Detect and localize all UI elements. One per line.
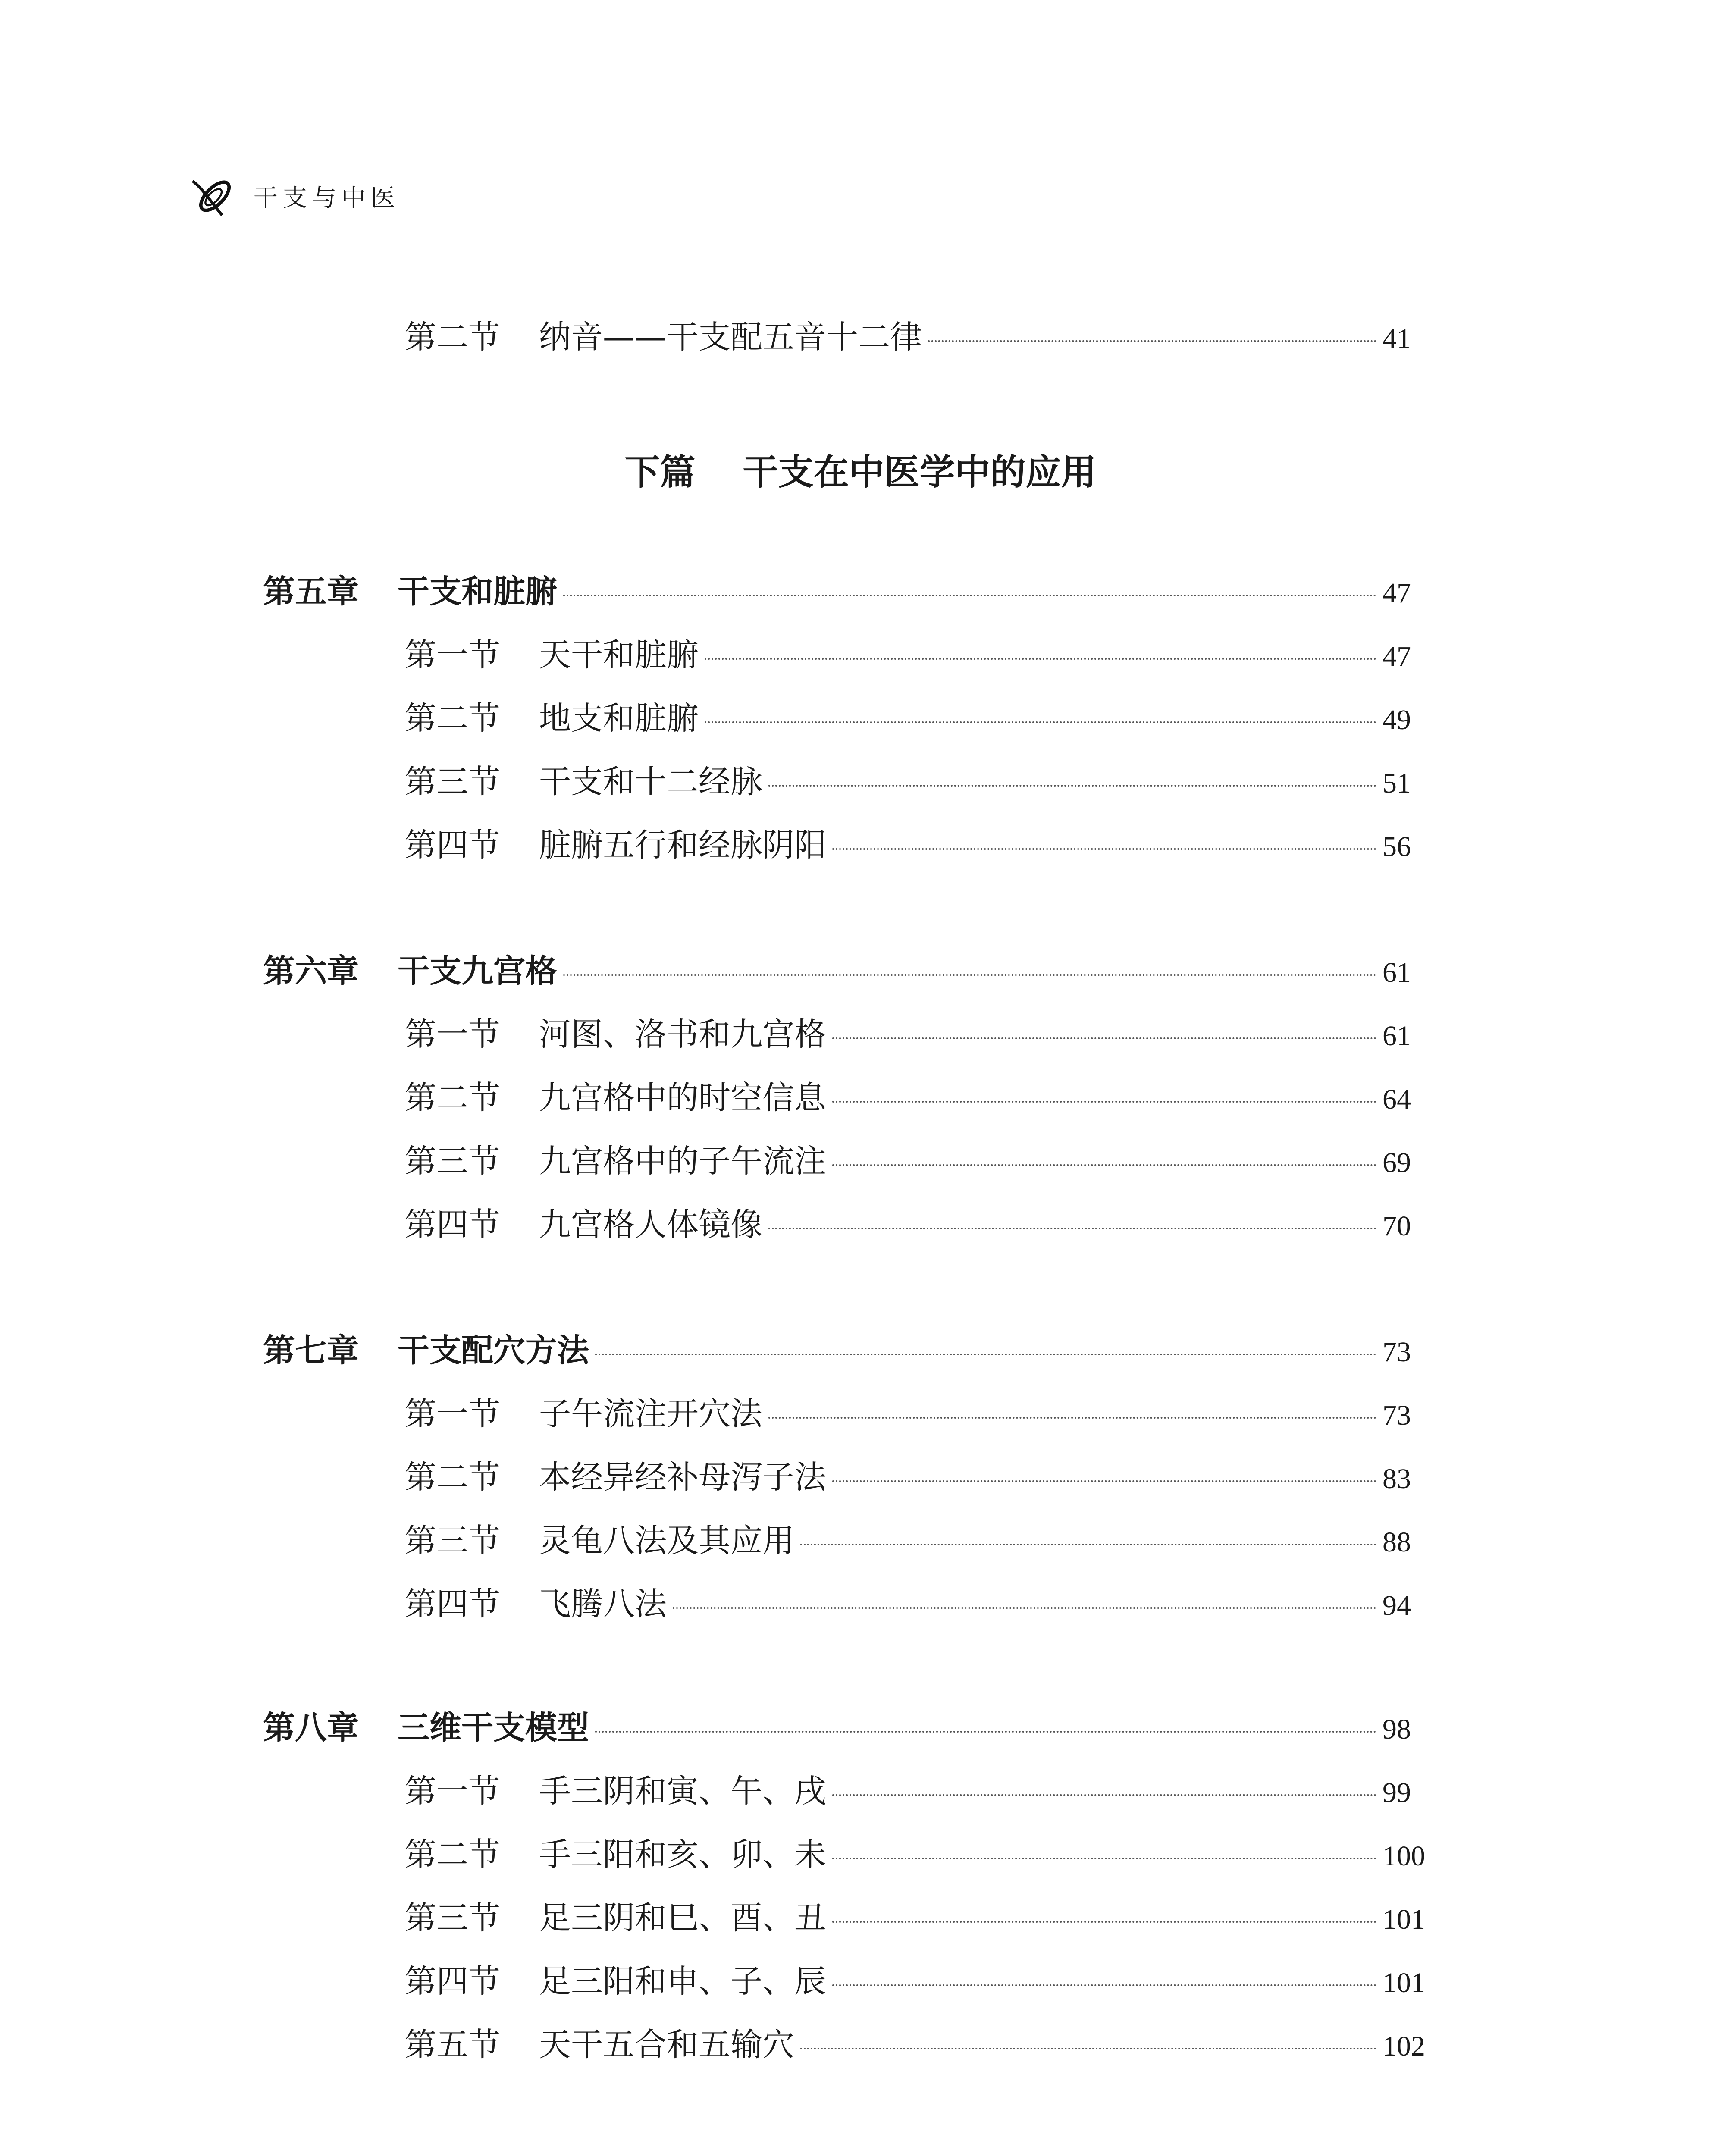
entry-page: 101 <box>1382 1904 1425 1935</box>
entry-page: 47 <box>1382 641 1411 672</box>
entry-title: 干支和脏腑 <box>398 573 557 610</box>
toc-chapter[interactable] <box>263 953 1426 990</box>
dot-leader <box>832 1984 1376 1986</box>
entry-number: 第二节 <box>404 1459 500 1496</box>
entry-number: 第七章 <box>263 1332 359 1369</box>
toc-section[interactable] <box>404 1079 1426 1116</box>
entry-title: 手三阴和寅、午、戌 <box>539 1773 826 1810</box>
toc-section[interactable] <box>404 700 1426 737</box>
entry-title: 足三阳和申、子、辰 <box>539 1963 826 2000</box>
toc-section[interactable] <box>404 1836 1426 1873</box>
book-title: 干支与中医 <box>254 184 400 212</box>
entry-title: 本经异经补母泻子法 <box>539 1459 826 1496</box>
dot-leader <box>832 1480 1376 1482</box>
dot-leader <box>832 848 1376 850</box>
dot-leader <box>768 1417 1376 1419</box>
entry-page: 73 <box>1382 1400 1411 1431</box>
entry-number: 第六章 <box>263 953 359 990</box>
entry-title: 干支九宫格 <box>398 953 557 990</box>
toc-section[interactable] <box>404 1522 1426 1559</box>
dot-leader <box>595 1354 1376 1355</box>
entry-title: 飞腾八法 <box>539 1586 667 1623</box>
entry-title: 纳音——干支配五音十二律 <box>539 319 922 356</box>
dot-leader <box>563 974 1376 976</box>
part-number: 下篇 <box>624 451 696 493</box>
entry-page: 47 <box>1382 577 1411 609</box>
dot-leader <box>673 1607 1376 1609</box>
toc-section[interactable] <box>404 2026 1426 2063</box>
toc-section[interactable] <box>404 1395 1426 1432</box>
toc-chapter[interactable] <box>263 1332 1426 1369</box>
entry-title: 天干和脏腑 <box>539 636 699 674</box>
entry-title: 九宫格人体镜像 <box>539 1206 762 1243</box>
entry-page: 70 <box>1382 1210 1411 1242</box>
dot-leader <box>705 721 1376 723</box>
toc-chapter[interactable] <box>263 573 1426 610</box>
dot-leader <box>928 340 1376 342</box>
entry-page: 73 <box>1382 1336 1411 1368</box>
entry-title: 干支配穴方法 <box>398 1332 589 1369</box>
entry-title: 九宫格中的时空信息 <box>539 1079 826 1116</box>
entry-page: 94 <box>1382 1590 1411 1621</box>
entry-page: 61 <box>1382 1020 1411 1052</box>
dot-leader <box>563 595 1376 596</box>
entry-number: 第三节 <box>404 1143 500 1180</box>
part-heading <box>0 444 1721 495</box>
entry-number: 第八章 <box>263 1709 359 1746</box>
toc-section[interactable] <box>404 827 1426 864</box>
entry-number: 第二节 <box>404 1079 500 1116</box>
entry-title: 天干五合和五输穴 <box>539 2026 794 2063</box>
toc-chapter[interactable] <box>263 1709 1426 1746</box>
entry-number: 第三节 <box>404 763 500 800</box>
entry-page: 64 <box>1382 1084 1411 1115</box>
entry-page: 56 <box>1382 831 1411 862</box>
entry-page: 83 <box>1382 1463 1411 1495</box>
entry-number: 第二节 <box>404 1836 500 1873</box>
entry-title: 手三阳和亥、卯、未 <box>539 1836 826 1873</box>
dot-leader <box>768 1228 1376 1229</box>
entry-number: 第二节 <box>404 700 500 737</box>
dot-leader <box>800 2048 1376 2049</box>
entry-title: 三维干支模型 <box>398 1709 589 1746</box>
dot-leader <box>832 1037 1376 1039</box>
toc-section[interactable] <box>404 1016 1426 1053</box>
entry-title: 河图、洛书和九宫格 <box>539 1016 826 1053</box>
toc-section[interactable] <box>404 1143 1426 1180</box>
toc-section[interactable] <box>404 1963 1426 2000</box>
entry-number: 第四节 <box>404 827 500 864</box>
entry-page: 88 <box>1382 1526 1411 1558</box>
running-header <box>189 172 400 220</box>
entry-page: 99 <box>1382 1777 1411 1808</box>
dot-leader <box>595 1731 1376 1733</box>
entry-number: 第五节 <box>404 2026 500 2063</box>
entry-number: 第三节 <box>404 1522 500 1559</box>
toc-section[interactable] <box>404 1206 1426 1243</box>
entry-page: 49 <box>1382 704 1411 736</box>
entry-title: 足三阴和巳、酉、丑 <box>539 1899 826 1937</box>
entry-title: 地支和脏腑 <box>539 700 699 737</box>
entry-number: 第二节 <box>404 319 500 356</box>
dot-leader <box>705 658 1376 660</box>
entry-number: 第四节 <box>404 1586 500 1623</box>
dot-leader <box>832 1921 1376 1923</box>
entry-page: 98 <box>1382 1714 1411 1745</box>
dot-leader <box>832 1101 1376 1103</box>
toc-section[interactable] <box>404 763 1426 800</box>
book-logo-icon <box>189 172 236 220</box>
dot-leader <box>800 1544 1376 1545</box>
dot-leader <box>768 785 1376 787</box>
entry-number: 第四节 <box>404 1206 500 1243</box>
entry-page: 41 <box>1382 323 1411 354</box>
entry-number: 第一节 <box>404 636 500 674</box>
entry-page: 101 <box>1382 1967 1425 1999</box>
entry-title: 干支和十二经脉 <box>539 763 762 800</box>
entry-title: 灵龟八法及其应用 <box>539 1522 794 1559</box>
toc-entry[interactable] <box>404 319 1426 356</box>
toc-section[interactable] <box>404 1899 1426 1937</box>
entry-page: 69 <box>1382 1147 1411 1178</box>
entry-number: 第五章 <box>263 573 359 610</box>
entry-number: 第一节 <box>404 1395 500 1432</box>
toc-section[interactable] <box>404 636 1426 674</box>
dot-leader <box>832 1858 1376 1859</box>
entry-number: 第一节 <box>404 1016 500 1053</box>
entry-page: 100 <box>1382 1840 1425 1872</box>
entry-number: 第一节 <box>404 1773 500 1810</box>
part-title: 干支在中医学中的应用 <box>743 451 1097 493</box>
entry-title: 脏腑五行和经脉阴阳 <box>539 827 826 864</box>
entry-page: 51 <box>1382 768 1411 799</box>
toc-section[interactable] <box>404 1773 1426 1810</box>
entry-page: 102 <box>1382 2031 1425 2062</box>
entry-page: 61 <box>1382 957 1411 988</box>
dot-leader <box>832 1794 1376 1796</box>
entry-title: 九宫格中的子午流注 <box>539 1143 826 1180</box>
entry-title: 子午流注开穴法 <box>539 1395 762 1432</box>
toc-section[interactable] <box>404 1586 1426 1623</box>
entry-number: 第四节 <box>404 1963 500 2000</box>
dot-leader <box>832 1164 1376 1166</box>
toc-section[interactable] <box>404 1459 1426 1496</box>
entry-number: 第三节 <box>404 1899 500 1937</box>
